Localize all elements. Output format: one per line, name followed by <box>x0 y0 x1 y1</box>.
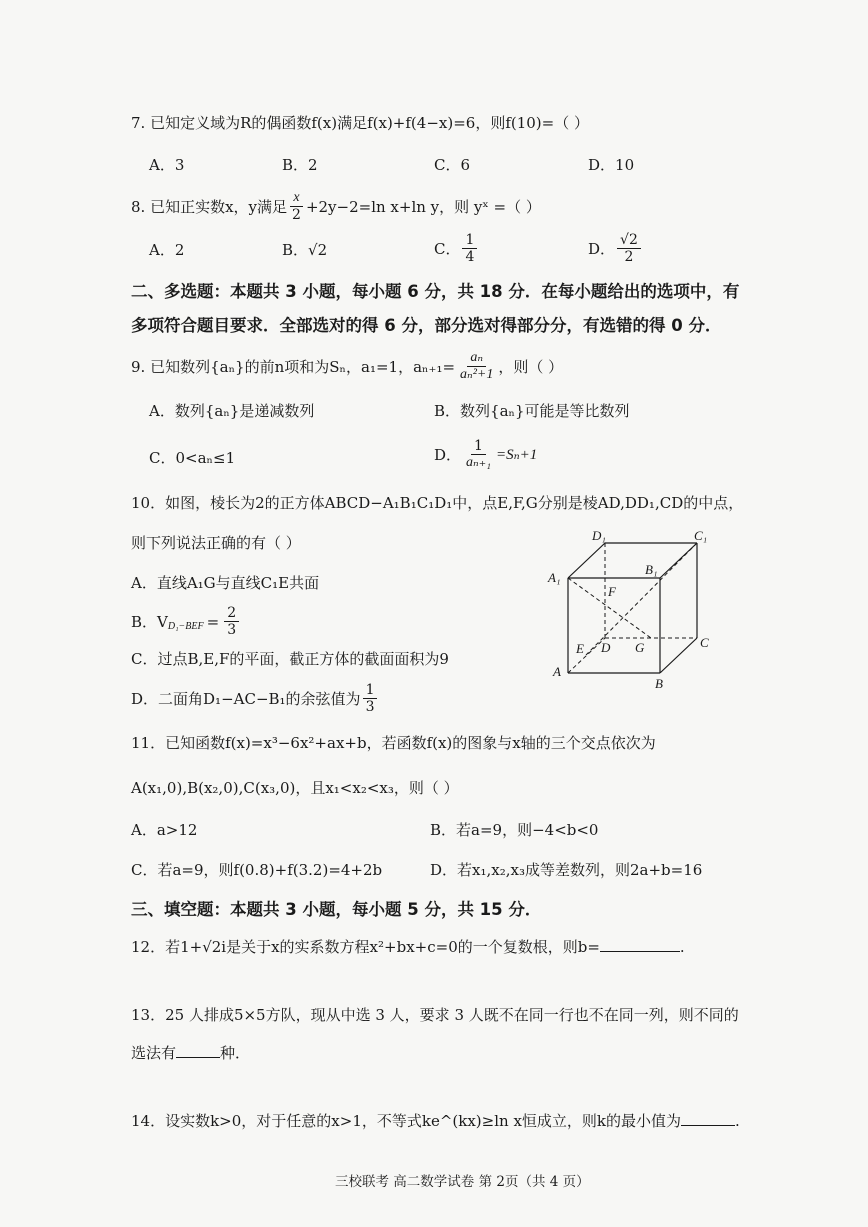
question-11-line2: A(x₁,0),B(x₂,0),C(x₃,0)，且x₁<x₂<x₃，则（ ） <box>131 779 459 797</box>
q10-option-a: A．直线A₁G与直线C₁E共面 <box>131 574 320 592</box>
label-f: F <box>608 584 616 599</box>
q14-text: 14．设实数k>0，对于任意的x>1，不等式ke^(kx)≥ln x恒成立，则k的最小值为 <box>131 1112 681 1130</box>
q10-optd-frac <box>363 682 378 715</box>
q10-optd-num: 1 <box>363 682 378 699</box>
q10-optb-frac <box>224 605 239 638</box>
q9-optd-den: aₙ₊₁ <box>466 455 491 470</box>
q12-text: 12．若1+√2i是关于x的实系数方程x²+bx+c=0的一个复数根，则b= <box>131 938 600 956</box>
question-11-line1: 11．已知函数f(x)=x³−6x²+ax+b，若函数f(x)的图象与x轴的三个交点依次为 <box>131 734 656 752</box>
q13-line2-pre: 选法有 <box>131 1044 177 1062</box>
q11-option-d: D．若x₁,x₂,x₃成等差数列，则2a+b=16 <box>430 861 703 879</box>
q12-end: . <box>679 938 685 956</box>
q9-frac-num: aₙ <box>467 350 486 367</box>
label-b1: B₁ <box>645 562 658 577</box>
q9-option-c: C．0<aₙ≤1 <box>149 449 236 467</box>
q10-optb-den: 3 <box>227 622 237 638</box>
question-13-line2 <box>131 1041 250 1063</box>
q7-option-c: C．6 <box>434 156 471 174</box>
question-7-stem: 7. 已知定义域为R的偶函数f(x)满足f(x)+f(4−x)=6，则f(10)=（ ） <box>131 114 589 132</box>
q10-optd-pre: D．二面角D₁−AC−B₁的余弦值为 <box>131 689 361 708</box>
q9-optd-frac <box>463 438 494 471</box>
q9-option-d <box>434 438 537 471</box>
question-10-line2: 则下列说法正确的有（ ） <box>131 534 301 552</box>
q9-optd-num: 1 <box>471 438 486 455</box>
q8-optd-den: 2 <box>624 249 634 265</box>
question-9-stem <box>131 350 563 383</box>
edge-a-d <box>568 638 605 673</box>
q8-frac-num: x <box>290 190 302 207</box>
section-2-heading-line2: 多项符合题目要求．全部选对的得 6 分，部分选对得部分分，有选错的得 0 分． <box>131 316 722 335</box>
edge-b-c <box>660 638 697 673</box>
q8-stem-post: +2y−2=ln x+ln y，则 yˣ =（ ） <box>305 197 541 216</box>
q8-option-c-label: C． <box>434 239 461 258</box>
q9-optd-pre: D． <box>434 445 462 464</box>
q10-optd-den: 3 <box>365 699 375 715</box>
section-2-heading-line1: 二、多选题：本题共 3 小题，每小题 6 分，共 18 分．在每小题给出的选项中，有 <box>131 282 740 301</box>
label-d: D <box>601 640 611 655</box>
q8-optd-num: √2 <box>617 232 641 249</box>
question-14 <box>131 1109 740 1131</box>
question-12 <box>131 935 685 957</box>
q10-optb-eq: = <box>206 612 220 631</box>
q10-optb-pre: B．V <box>131 612 168 631</box>
section-3-heading: 三、填空题：本题共 3 小题，每小题 5 分，共 15 分． <box>131 900 542 919</box>
q14-end: . <box>735 1112 740 1130</box>
q8-option-c <box>434 232 479 265</box>
cube-figure <box>540 528 720 693</box>
edge-a1-d1 <box>568 543 605 578</box>
q8-option-d <box>588 232 643 265</box>
q13-answer-blank[interactable] <box>176 1041 220 1058</box>
label-d1: D₁ <box>592 528 606 543</box>
q8-option-d-frac <box>617 232 641 265</box>
q8-option-d-label: D． <box>588 239 616 258</box>
label-a1: A₁ <box>548 570 561 585</box>
q9-frac-den: aₙ²+1 <box>460 367 494 382</box>
q10-option-d <box>131 682 379 715</box>
q8-frac-den: 2 <box>292 207 301 223</box>
q9-fraction <box>457 350 496 383</box>
q8-stem-pre: 8. 已知正实数x，y满足 <box>131 197 288 216</box>
label-e: E <box>576 641 584 656</box>
q11-option-b: B．若a=9，则−4<b<0 <box>430 821 599 839</box>
q9-option-a: A．数列{aₙ}是递减数列 <box>149 402 315 420</box>
q10-option-c: C．过点B,E,F的平面，截正方体的截面面积为9 <box>131 650 449 668</box>
q9-option-b: B．数列{aₙ}可能是等比数列 <box>434 402 630 420</box>
q8-option-a: A．2 <box>149 241 185 259</box>
q11-option-c: C．若a=9，则f(0.8)+f(3.2)=4+2b <box>131 861 383 879</box>
q7-option-d: D．10 <box>588 156 635 174</box>
question-13-line1: 13．25 人排成5×5方队，现从中选 3 人，要求 3 人既不在同一行也不在同一列，则不同的 <box>131 1006 739 1024</box>
question-8-stem <box>131 190 541 223</box>
q10-optb-num: 2 <box>224 605 239 622</box>
q14-answer-blank[interactable] <box>681 1109 735 1126</box>
q8-option-b: B．√2 <box>282 241 328 259</box>
label-g: G <box>635 640 645 655</box>
label-a: A <box>553 664 561 679</box>
q7-option-b: B．2 <box>282 156 318 174</box>
q8-option-c-frac <box>462 232 477 265</box>
q12-answer-blank[interactable] <box>600 935 680 952</box>
q11-option-a: A．a>12 <box>131 821 198 839</box>
label-c: C <box>700 635 709 650</box>
label-c1: C₁ <box>694 528 708 543</box>
q7-option-a: A．3 <box>149 156 185 174</box>
q10-option-b <box>131 605 241 638</box>
q9-stem-post: ，则（ ） <box>498 357 564 376</box>
q9-stem-pre: 9. 已知数列{aₙ}的前n项和为Sₙ，a₁=1，aₙ₊₁= <box>131 357 456 376</box>
label-b: B <box>655 676 663 691</box>
q8-optc-den: 4 <box>465 249 475 265</box>
q8-fraction <box>289 190 304 223</box>
q9-optd-post: =Sₙ+1 <box>495 446 538 463</box>
q13-line2-post: 种． <box>220 1044 251 1062</box>
question-10-line1: 10．如图，棱长为2的正方体ABCD−A₁B₁C₁D₁中，点E,F,G分别是棱AD,DD₁,CD的中点， <box>131 494 744 512</box>
page-footer: 三校联考 高二数学试卷 第 2页（共 4 页） <box>335 1174 590 1190</box>
q8-optc-num: 1 <box>462 232 477 249</box>
q10-optb-sub: D₁−BEF <box>167 620 204 632</box>
